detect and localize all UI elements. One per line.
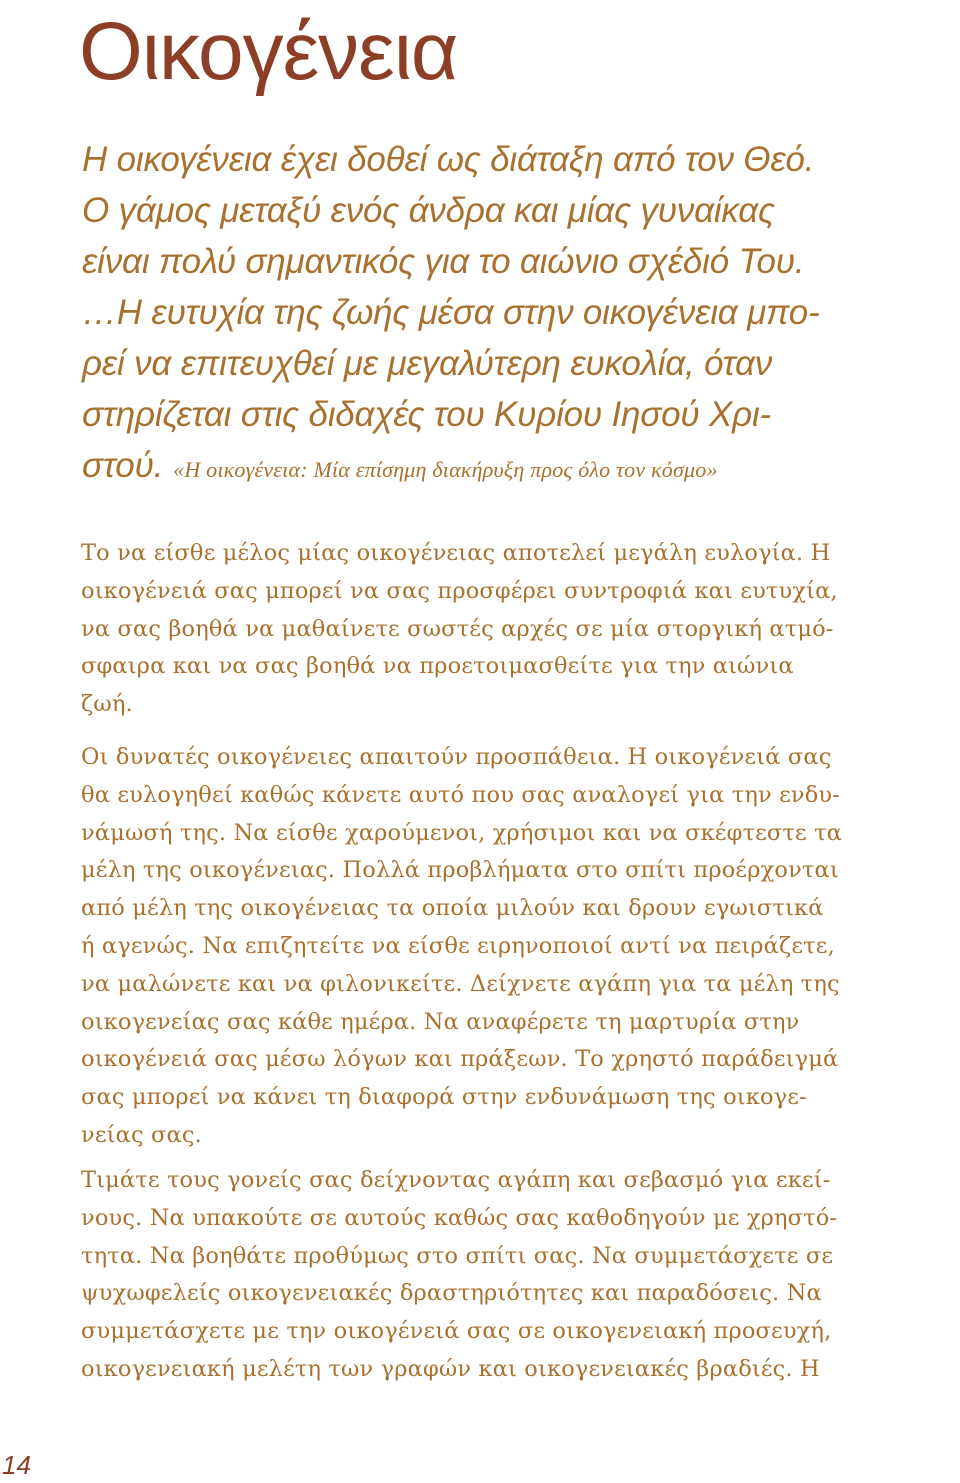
intro-line: …Η ευτυχία της ζωής μέσα στην οικογένεια μπο- — [82, 293, 820, 332]
paragraph-line: Οι δυνατές οικογένειες απαιτούν προσπάθεια. Η οικογένειά σας — [81, 744, 832, 770]
paragraph-line: ψυχωφελείς οικογενειακές δραστηριότητες και παραδόσεις. Να — [81, 1280, 822, 1307]
paragraph-line: οικογενειακή μελέτη των γραφών και οικογενειακές βραδιές. Η — [81, 1355, 820, 1382]
paragraph-line: από μέλη της οικογένειας τα οποία μιλούν και δρουν εγωιστικά — [81, 895, 824, 922]
intro-line: ρεί να επιτευχθεί με μεγαλύτερη ευκολία, όταν — [82, 344, 773, 383]
paragraph-line: να μαλώνετε και να φιλονικείτε. Δείχνετε αγάπη για τα μέλη της — [81, 970, 840, 997]
paragraph-line: οικογένειά σας μπορεί να σας προσφέρει συντροφιά και ευτυχία, — [81, 577, 838, 604]
paragraph-line: ή αγενώς. Να επιζητείτε να είσθε ειρηνοποιοί αντί να πειράζετε, — [81, 932, 835, 959]
page-number: 14 — [2, 1450, 31, 1480]
intro-line: Ο γάμος μεταξύ ενός άνδρα και μίας γυναίκας — [82, 191, 775, 230]
paragraph-line: νους. Να υπακούτε σε αυτούς καθώς σας καθοδηγούν με χρηστό- — [81, 1204, 838, 1231]
quote-citation: «Η οικογένεια: Μία επίσημη διακήρυξη προς όλο τον κόσμο» — [173, 457, 718, 482]
paragraph-1 — [81, 535, 951, 724]
intro-last-line — [82, 440, 952, 495]
paragraph-line: οικογενείας σας κάθε ημέρα. Να αναφέρετε τη μαρτυρία στην — [81, 1008, 800, 1035]
paragraph-line: ζωή. — [81, 691, 133, 718]
page-title: Οικογένεια — [79, 6, 458, 97]
paragraph-line: σφαιρα και να σας βοηθά να προετοιμασθείτε για την αιώνια — [81, 653, 794, 680]
paragraph-2 — [81, 739, 951, 1155]
intro-line-text: στού. — [82, 446, 164, 485]
paragraph-line: θα ευλογηθεί καθώς κάνετε αυτό που σας αναλογεί για την ενδυ- — [81, 781, 841, 808]
paragraph-line: τητα. Να βοηθάτε προθύμως στο σπίτι σας. Να συμμετάσχετε σε — [81, 1242, 834, 1269]
intro-line: Η οικογένεια έχει δοθεί ως διάταξη από τον Θεό. — [82, 140, 815, 179]
intro-quote — [82, 134, 952, 495]
paragraph-line: συμμετάσχετε με την οικογένειά σας σε οικογενειακή προσευχή, — [81, 1318, 832, 1345]
paragraph-line: μέλη της οικογένειας. Πολλά προβλήματα στο σπίτι προέρχονται — [81, 857, 839, 884]
paragraph-line: νάμωσή της. Να είσθε χαρούμενοι, χρήσιμοι και να σκέφτεστε τα — [81, 819, 843, 846]
paragraph-line: Τιμάτε τους γονείς σας δείχνοντας αγάπη και σεβασμό για εκεί- — [81, 1167, 831, 1193]
paragraph-line: νείας σας. — [81, 1121, 202, 1148]
paragraph-3 — [81, 1162, 951, 1389]
intro-line: στηρίζεται στις διδαχές του Κυρίου Ιησού Χρι- — [82, 395, 772, 434]
paragraph-line: οικογένειά σας μέσω λόγων και πράξεων. Το χρηστό παράδειγμά — [81, 1046, 839, 1073]
paragraph-line: Το να είσθε μέλος μίας οικογένειας αποτελεί μεγάλη ευλογία. Η — [81, 540, 831, 566]
intro-line: είναι πολύ σημαντικός για το αιώνιο σχέδιό Του. — [82, 242, 805, 281]
paragraph-line: σας μπορεί να κάνει τη διαφορά στην ενδυνάμωση της οικογε- — [81, 1084, 807, 1111]
paragraph-line: να σας βοηθά να μαθαίνετε σωστές αρχές σε μία στοργική ατμό- — [81, 615, 834, 642]
